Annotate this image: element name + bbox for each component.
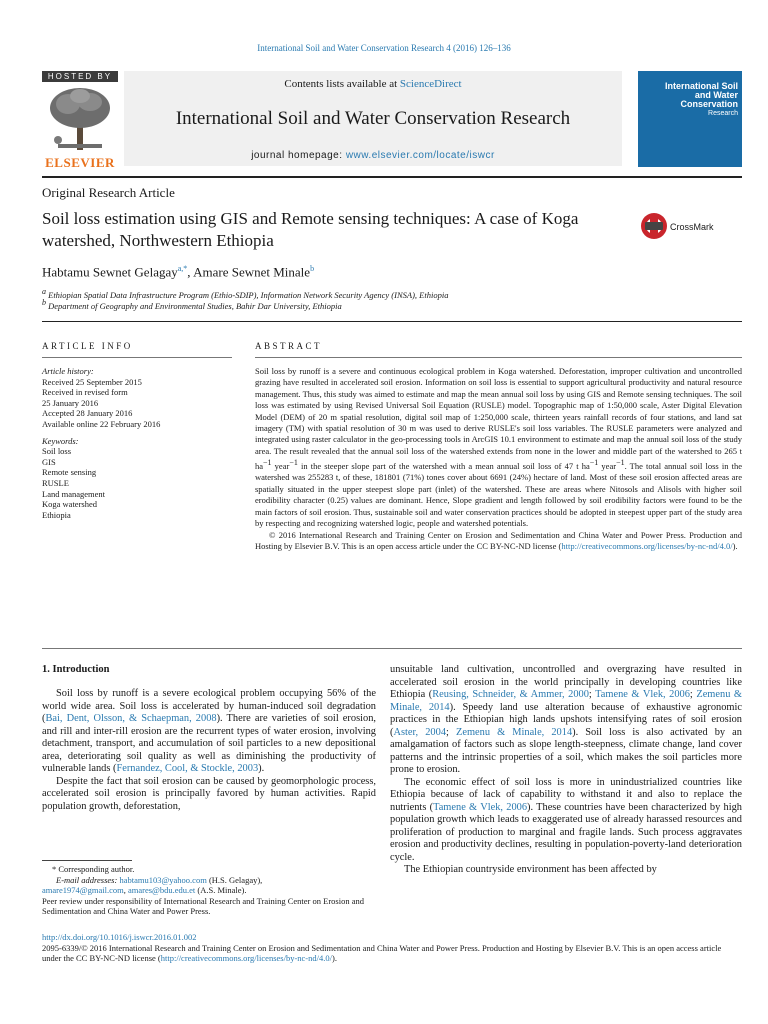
- citation-link[interactable]: Reusing, Schneider, & Ammer, 2000: [432, 689, 589, 700]
- body-paragraph: [390, 664, 742, 777]
- abstract-text: year: [598, 461, 617, 472]
- citation-link[interactable]: Fernandez, Cool, & Stockle, 2003: [116, 763, 259, 774]
- author-affil-sup[interactable]: b: [310, 264, 315, 273]
- journal-reference[interactable]: International Soil and Water Conservation Research 4 (2016) 126–136: [257, 43, 511, 53]
- unit-sup: −1: [589, 458, 599, 468]
- abstract-text: year: [271, 461, 290, 472]
- cover-title-line: International Soil: [664, 81, 738, 91]
- body-text: ). These countries have been characterized by high population growth which leads to exaggerated use of already harassed resources and proliferation of production to marginal and fragile lands. Such process aggravates erosion and productivity declines, resulting in population-poverty-land deterioration cycle.: [390, 801, 742, 863]
- body-text: Soil loss by runoff is a severe ecological problem occupying 56% of the world wide area. Soil loss is accelerated by human-induced soil degradation (: [42, 688, 376, 724]
- contents-prefix: Contents lists available at: [284, 78, 400, 90]
- citation-link[interactable]: Tamene & Vlek, 2006: [433, 801, 528, 813]
- email-note: [42, 885, 376, 896]
- affiliation-sup: b: [42, 298, 46, 307]
- elsevier-tree-icon: [44, 84, 116, 159]
- affiliation-text: Department of Geography and Environmental Studies, Bahir Dar University, Ethiopia: [48, 300, 342, 311]
- body-text: ). Soil loss is also activated by an amalgamation of factors such as slope length-steepness, climate change, land cover patterns and the intrinsic properties of a soil, which makes the soil particles more prone to erosion.: [390, 726, 742, 775]
- keyword: Koga watershed: [42, 499, 97, 510]
- homepage-prefix: journal homepage:: [251, 150, 346, 161]
- citation-separator: ;: [588, 689, 596, 700]
- history-item: Available online 22 February 2016: [42, 418, 161, 429]
- keyword: RUSLE: [42, 477, 69, 488]
- unit-sup: −1: [263, 458, 272, 468]
- author-name: Amare Sewnet Minale: [193, 264, 311, 280]
- abstract-copyright: [255, 530, 742, 553]
- keyword: Remote sensing: [42, 467, 97, 478]
- history-label: Article history:: [42, 366, 94, 376]
- email-separator: ,: [123, 885, 128, 895]
- abstract-heading: ABSTRACT: [255, 341, 323, 351]
- body-column-right: [390, 664, 742, 877]
- citation-link[interactable]: Tamene & Vlek, 2006: [595, 689, 690, 700]
- copyright-line: [42, 943, 742, 964]
- abstract-body: [255, 366, 742, 552]
- email-label: E-mail addresses:: [56, 874, 120, 885]
- hosted-by-label: HOSTED BY: [42, 71, 118, 82]
- doi-link[interactable]: http://dx.doi.org/10.1016/j.iswcr.2016.01.002: [42, 932, 197, 942]
- email-link[interactable]: habtamu103@yahoo.com: [119, 874, 207, 885]
- affiliation-divider: [42, 321, 742, 322]
- article-type: Original Research Article: [42, 185, 175, 200]
- email-link[interactable]: amares@bdu.edu.et: [127, 885, 196, 895]
- author-affil-sup[interactable]: a,*: [177, 264, 188, 273]
- citation-link[interactable]: Zemenu & Minale, 2014: [455, 726, 573, 738]
- history-item: Received in revised form: [42, 387, 128, 398]
- abstract-text: in the steeper slope part of the watershed with a mean annual soil loss of 47 t ha: [297, 461, 590, 472]
- elsevier-logo: ELSEVIER: [45, 155, 115, 170]
- cover-title-line: Conservation: [680, 99, 738, 109]
- corresponding-note: * Corresponding author.: [52, 864, 135, 874]
- footnotes: [42, 864, 376, 917]
- body-column-left: [42, 688, 376, 813]
- keyword: Land management: [42, 488, 106, 499]
- body-text: ).: [258, 763, 265, 774]
- author-name: Habtamu Sewnet Gelagay: [42, 264, 178, 280]
- email-owner: (H.S. Gelagay),: [206, 874, 263, 885]
- license-link[interactable]: http://creativecommons.org/licenses/by-nc-nd/4.0/: [160, 953, 332, 963]
- body-paragraph: [390, 777, 742, 865]
- homepage-link[interactable]: www.elsevier.com/locate/iswcr: [345, 150, 495, 161]
- history-item: 25 January 2016: [42, 397, 99, 408]
- article-info: [42, 366, 242, 520]
- journal-title: International Soil and Water Conservation Research: [175, 108, 571, 129]
- body-text: ). There are varieties of soil erosion, and rill and inter-rill erosion are the recurrent types of water erosion, involving detachment, transport, and accumulation of soil particles to a new depositional area, deteriorating soil quality as well as diminishing the productivity of vulnerable lands (: [42, 713, 376, 774]
- intro-heading: 1. Introduction: [42, 664, 110, 675]
- peer-review-note: Peer review under responsibility of International Research and Training Center on Erosion and Sedimentation and China Water and Power Press.: [42, 895, 364, 916]
- journal-homepage: [124, 150, 622, 161]
- email-owner: (A.S. Minale).: [195, 885, 247, 895]
- citation-link[interactable]: Aster, 2004: [393, 726, 447, 738]
- footnote-rule: [42, 860, 132, 861]
- body-paragraph: Despite the fact that soil erosion can be caused by geomorphologic process, accelerated soil erosion is principally favored by human activities. Rapid population growth, deforestation,: [42, 775, 376, 812]
- abstract-paragraph: [255, 366, 742, 530]
- citation-link[interactable]: Zemenu & Minale, 2014: [390, 689, 742, 713]
- license-link[interactable]: http://creativecommons.org/licenses/by-nc-nd/4.0/: [561, 540, 733, 551]
- abstract-divider: [42, 648, 742, 649]
- cover-title-line: and Water: [694, 90, 738, 100]
- journal-cover-title: [642, 82, 738, 118]
- keywords-label: Keywords:: [42, 435, 79, 446]
- history-item: Received 25 September 2015: [42, 376, 142, 387]
- article-info-rule: [42, 357, 232, 358]
- affiliation-text: Ethiopian Spatial Data Infrastructure Program (Ethio-SDIP), Information Network Security Agency (INSA), Ethiopia: [48, 289, 449, 300]
- authors: [42, 264, 314, 280]
- sciencedirect-link[interactable]: ScienceDirect: [399, 78, 462, 90]
- unit-sup: −1: [289, 458, 298, 468]
- copyright-text: ).: [331, 953, 337, 963]
- body-paragraph: The Ethiopian countryside environment has been affected by: [404, 864, 657, 875]
- affiliation-b: [42, 298, 342, 311]
- history-item: Accepted 28 January 2016: [42, 408, 133, 419]
- abstract-text: Soil loss by runoff is a severe and continuous ecological problem in Koga watershed. Deforestation, improper cultivation and uncontrolled grazing have resulted in accelerated soil erosion. Information on soil loss is essential to support agricultural productivity and natural resource management. Thus, this study was aimed to estimate and map the mean annual soil loss by using GIS and Remote sensing techniques. The soil loss was estimated by using Revised Universal Soil Equation (RUSLE) model. Topographic map of 1:50,000 scale, Aster Digital Elevation Model (DEM) of 20 m spatial resolution, digital soil map of 1:250,000 scale, thirteen years rainfall records of four stations, and land sat imagery (TM) with spatial resolution of 30 m was used to derive RUSLE's soil loss variables. The RUSLE parameters were analyzed and integrated using raster calculator in the geo-processing tools in ArcGIS 10.1 environment to estimate and map the annual soil loss of the study area. The result revealed that the annual soil loss of the watershed extends from none in the lower and middle part of the watershed to 265 t ha: [255, 366, 742, 472]
- header-divider: [42, 176, 742, 178]
- crossmark-icon[interactable]: [640, 212, 668, 245]
- copyright-text: © 2016 International Research and Training Center on Erosion and Sedimentation and China Water and Power Press. Production and Hosting by Elsevier B.V. This is an open access article under the CC BY-NC-ND license (: [255, 529, 742, 551]
- citation-separator: ;: [689, 689, 697, 700]
- keyword: Ethiopia: [42, 509, 71, 520]
- article-title: Soil loss estimation using GIS and Remote sensing techniques: A case of Koga watershed, Northwestern Ethiopia: [42, 209, 579, 250]
- body-text: The economic effect of soil loss is more in unindustrialized countries like Ethiopia because of lack of capability to withstand it and also to replace the nutrients (: [390, 776, 742, 813]
- keyword: GIS: [42, 456, 56, 467]
- keyword: Soil loss: [42, 446, 72, 457]
- body-paragraph: [42, 688, 376, 776]
- affiliation-sup: a: [42, 287, 46, 296]
- crossmark-label[interactable]: CrossMark: [670, 222, 714, 232]
- body-text: unsuitable land cultivation, uncontrolled and overgrazing have resulted in accelerated soil erosion in the world principally in developing countries like Ethiopia (: [390, 664, 742, 700]
- unit-sup: −1: [616, 458, 625, 468]
- copyright-text: ).: [732, 540, 738, 551]
- abstract-rule: [255, 357, 742, 358]
- email-note: [42, 875, 376, 886]
- contents-line: [124, 78, 622, 90]
- author-separator: ,: [187, 264, 194, 280]
- body-text: ). Speedy land use alteration because of exhaustive agronomic practices in the Ethiopian high lands upshots intensifying rates of soil erosion (: [390, 701, 742, 738]
- copyright-text: 2095-6339/© 2016 International Research and Training Center on Erosion and Sedimentation and China Water and Power Press. Production and Hosting by Elsevier B.V. This is an open access article under the CC BY-NC-ND license (: [42, 942, 722, 963]
- article-info-heading: ARTICLE INFO: [42, 341, 133, 351]
- cover-title-line: Research: [708, 110, 738, 117]
- abstract-text: . The total annual soil loss in the watershed was 255283 t, of these, 181801 (71%) tones cover about 6691 (24%) hectare of land. Most of these soil erosion affected areas are spatially situated in the upper steepest slope part (inlet) of the watershed. These are areas where Nitosols and Alisols with higher soil erodibility character (0.25) values are dominant. Hence, Slope gradient and length followed by soil erodibility factors were found to be the main factors of soil erosion. Thus, sustainable soil and water conservation practices should be adopted in steepest upper part of the study area by respecting and recognizing watershed logic, people and watershed potentials.: [255, 461, 742, 529]
- citation-separator: ;: [446, 726, 456, 738]
- bottom-meta: [42, 932, 742, 964]
- email-link[interactable]: amare1974@gmail.com: [42, 885, 124, 895]
- citation-link[interactable]: Bai, Dent, Olsson, & Schaepman, 2008: [45, 713, 217, 724]
